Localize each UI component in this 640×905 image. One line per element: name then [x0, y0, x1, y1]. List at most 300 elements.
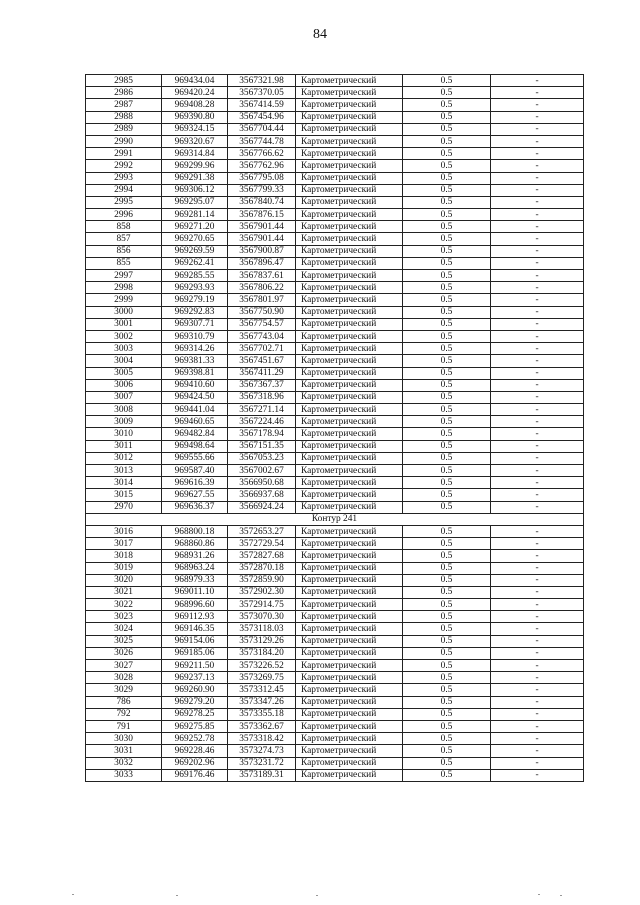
x-coordinate-cell: 969314.84	[162, 148, 228, 160]
point-number-cell: 3028	[86, 672, 162, 684]
precision-cell: 0.5	[403, 245, 491, 257]
method-cell: Картометрический	[296, 550, 403, 562]
x-coordinate-cell: 969441.04	[162, 404, 228, 416]
point-number-cell: 3030	[86, 733, 162, 745]
method-cell: Картометрический	[296, 757, 403, 769]
point-number-cell: 3027	[86, 660, 162, 672]
x-coordinate-cell: 968800.18	[162, 525, 228, 537]
point-number-cell: 2989	[86, 123, 162, 135]
point-number-cell: 857	[86, 233, 162, 245]
description-cell: -	[491, 75, 584, 87]
x-coordinate-cell: 969636.37	[162, 501, 228, 513]
scan-specks	[0, 890, 640, 900]
table-row	[86, 111, 584, 123]
table-row	[86, 428, 584, 440]
y-coordinate-cell: 3572870.18	[228, 562, 296, 574]
description-cell: -	[491, 111, 584, 123]
method-cell: Картометрический	[296, 745, 403, 757]
description-cell: -	[491, 160, 584, 172]
method-cell: Картометрический	[296, 294, 403, 306]
point-number-cell: 3029	[86, 684, 162, 696]
method-cell: Картометрический	[296, 330, 403, 342]
x-coordinate-cell: 969275.85	[162, 720, 228, 732]
table-row	[86, 87, 584, 99]
description-cell: -	[491, 343, 584, 355]
point-number-cell: 791	[86, 720, 162, 732]
table-row	[86, 160, 584, 172]
x-coordinate-cell: 969146.35	[162, 623, 228, 635]
description-cell: -	[491, 282, 584, 294]
point-number-cell: 2997	[86, 270, 162, 282]
x-coordinate-cell: 969269.59	[162, 245, 228, 257]
method-cell: Картометрический	[296, 209, 403, 221]
x-coordinate-cell: 969260.90	[162, 684, 228, 696]
point-number-cell: 3022	[86, 599, 162, 611]
x-coordinate-cell: 969154.06	[162, 635, 228, 647]
x-coordinate-cell: 969279.19	[162, 294, 228, 306]
method-cell: Картометрический	[296, 684, 403, 696]
precision-cell: 0.5	[403, 428, 491, 440]
x-coordinate-cell: 969228.46	[162, 745, 228, 757]
point-number-cell: 3026	[86, 647, 162, 659]
x-coordinate-cell: 969314.26	[162, 343, 228, 355]
table-row	[86, 148, 584, 160]
method-cell: Картометрический	[296, 135, 403, 147]
table-row	[86, 708, 584, 720]
x-coordinate-cell: 969011.10	[162, 586, 228, 598]
point-number-cell: 3006	[86, 379, 162, 391]
table-row	[86, 696, 584, 708]
y-coordinate-cell: 3567367.37	[228, 379, 296, 391]
y-coordinate-cell: 3572653.27	[228, 525, 296, 537]
x-coordinate-cell: 969460.65	[162, 416, 228, 428]
method-cell: Картометрический	[296, 501, 403, 513]
description-cell: -	[491, 294, 584, 306]
x-coordinate-cell: 969627.55	[162, 489, 228, 501]
table-row	[86, 416, 584, 428]
point-number-cell: 3032	[86, 757, 162, 769]
y-coordinate-cell: 3572827.68	[228, 550, 296, 562]
point-number-cell: 858	[86, 221, 162, 233]
y-coordinate-cell: 3573118.03	[228, 623, 296, 635]
table-row	[86, 720, 584, 732]
table-row	[86, 196, 584, 208]
precision-cell: 0.5	[403, 270, 491, 282]
point-number-cell: 3003	[86, 343, 162, 355]
x-coordinate-cell: 969237.13	[162, 672, 228, 684]
method-cell: Картометрический	[296, 270, 403, 282]
x-coordinate-cell: 969279.20	[162, 696, 228, 708]
method-cell: Картометрический	[296, 196, 403, 208]
method-cell: Картометрический	[296, 87, 403, 99]
method-cell: Картометрический	[296, 123, 403, 135]
method-cell: Картометрический	[296, 428, 403, 440]
precision-cell: 0.5	[403, 550, 491, 562]
y-coordinate-cell: 3567053.23	[228, 452, 296, 464]
table-row	[86, 99, 584, 111]
precision-cell: 0.5	[403, 367, 491, 379]
description-cell: -	[491, 148, 584, 160]
table-row	[86, 318, 584, 330]
table-row	[86, 489, 584, 501]
description-cell: -	[491, 550, 584, 562]
table-row	[86, 635, 584, 647]
point-number-cell: 2970	[86, 501, 162, 513]
point-number-cell: 3024	[86, 623, 162, 635]
point-number-cell: 3004	[86, 355, 162, 367]
y-coordinate-cell: 3573189.31	[228, 769, 296, 781]
method-cell: Картометрический	[296, 733, 403, 745]
precision-cell: 0.5	[403, 672, 491, 684]
description-cell: -	[491, 123, 584, 135]
method-cell: Картометрический	[296, 720, 403, 732]
table-row	[86, 404, 584, 416]
point-number-cell: 792	[86, 708, 162, 720]
x-coordinate-cell: 969482.84	[162, 428, 228, 440]
method-cell: Картометрический	[296, 696, 403, 708]
table-row	[86, 586, 584, 598]
precision-cell: 0.5	[403, 306, 491, 318]
method-cell: Картометрический	[296, 367, 403, 379]
table-row	[86, 75, 584, 87]
description-cell: -	[491, 720, 584, 732]
y-coordinate-cell: 3567754.57	[228, 318, 296, 330]
x-coordinate-cell: 969176.46	[162, 769, 228, 781]
y-coordinate-cell: 3567840.74	[228, 196, 296, 208]
y-coordinate-cell: 3567318.96	[228, 391, 296, 403]
y-coordinate-cell: 3573184.20	[228, 647, 296, 659]
x-coordinate-cell: 969320.67	[162, 135, 228, 147]
y-coordinate-cell: 3567411.29	[228, 367, 296, 379]
precision-cell: 0.5	[403, 660, 491, 672]
y-coordinate-cell: 3567762.96	[228, 160, 296, 172]
table-row	[86, 355, 584, 367]
y-coordinate-cell: 3567750.90	[228, 306, 296, 318]
x-coordinate-cell: 969434.04	[162, 75, 228, 87]
method-cell: Картометрический	[296, 465, 403, 477]
x-coordinate-cell: 969211.50	[162, 660, 228, 672]
table-row	[86, 672, 584, 684]
x-coordinate-cell: 969555.66	[162, 452, 228, 464]
precision-cell: 0.5	[403, 452, 491, 464]
method-cell: Картометрический	[296, 318, 403, 330]
table-row	[86, 135, 584, 147]
description-cell: -	[491, 416, 584, 428]
table-row	[86, 294, 584, 306]
x-coordinate-cell: 969252.78	[162, 733, 228, 745]
y-coordinate-cell: 3567370.05	[228, 87, 296, 99]
point-number-cell: 3031	[86, 745, 162, 757]
description-cell: -	[491, 270, 584, 282]
table-row	[86, 562, 584, 574]
x-coordinate-cell: 968931.26	[162, 550, 228, 562]
method-cell: Картометрический	[296, 391, 403, 403]
precision-cell: 0.5	[403, 525, 491, 537]
description-cell: -	[491, 477, 584, 489]
y-coordinate-cell: 3567224.46	[228, 416, 296, 428]
table-row	[86, 367, 584, 379]
table-row	[86, 270, 584, 282]
x-coordinate-cell: 969285.55	[162, 270, 228, 282]
x-coordinate-cell: 969291.38	[162, 172, 228, 184]
y-coordinate-cell: 3566950.68	[228, 477, 296, 489]
y-coordinate-cell: 3572729.54	[228, 538, 296, 550]
x-coordinate-cell: 969295.07	[162, 196, 228, 208]
y-coordinate-cell: 3573129.26	[228, 635, 296, 647]
precision-cell: 0.5	[403, 343, 491, 355]
method-cell: Картометрический	[296, 477, 403, 489]
point-number-cell: 3033	[86, 769, 162, 781]
description-cell: -	[491, 391, 584, 403]
precision-cell: 0.5	[403, 209, 491, 221]
precision-cell: 0.5	[403, 87, 491, 99]
description-cell: -	[491, 87, 584, 99]
description-cell: -	[491, 489, 584, 501]
description-cell: -	[491, 184, 584, 196]
method-cell: Картометрический	[296, 586, 403, 598]
precision-cell: 0.5	[403, 75, 491, 87]
method-cell: Картометрический	[296, 148, 403, 160]
description-cell: -	[491, 635, 584, 647]
x-coordinate-cell: 968996.60	[162, 599, 228, 611]
description-cell: -	[491, 586, 584, 598]
point-number-cell: 786	[86, 696, 162, 708]
x-coordinate-cell: 969292.83	[162, 306, 228, 318]
table-row	[86, 452, 584, 464]
description-cell: -	[491, 538, 584, 550]
precision-cell: 0.5	[403, 233, 491, 245]
method-cell: Картометрический	[296, 452, 403, 464]
point-number-cell: 3014	[86, 477, 162, 489]
y-coordinate-cell: 3567151.35	[228, 440, 296, 452]
precision-cell: 0.5	[403, 379, 491, 391]
point-number-cell: 2999	[86, 294, 162, 306]
y-coordinate-cell: 3573231.72	[228, 757, 296, 769]
x-coordinate-cell: 969410.60	[162, 379, 228, 391]
y-coordinate-cell: 3573274.73	[228, 745, 296, 757]
point-number-cell: 2991	[86, 148, 162, 160]
description-cell: -	[491, 318, 584, 330]
method-cell: Картометрический	[296, 257, 403, 269]
table-row	[86, 477, 584, 489]
precision-cell: 0.5	[403, 538, 491, 550]
coordinates-table-body	[86, 75, 584, 782]
precision-cell: 0.5	[403, 574, 491, 586]
precision-cell: 0.5	[403, 586, 491, 598]
method-cell: Картометрический	[296, 379, 403, 391]
description-cell: -	[491, 501, 584, 513]
x-coordinate-cell: 969381.33	[162, 355, 228, 367]
method-cell: Картометрический	[296, 574, 403, 586]
table-row	[86, 647, 584, 659]
point-number-cell: 3015	[86, 489, 162, 501]
precision-cell: 0.5	[403, 465, 491, 477]
y-coordinate-cell: 3567837.61	[228, 270, 296, 282]
precision-cell: 0.5	[403, 404, 491, 416]
method-cell: Картометрический	[296, 623, 403, 635]
table-row	[86, 538, 584, 550]
description-cell: -	[491, 574, 584, 586]
point-number-cell: 3016	[86, 525, 162, 537]
method-cell: Картометрический	[296, 538, 403, 550]
description-cell: -	[491, 562, 584, 574]
precision-cell: 0.5	[403, 294, 491, 306]
precision-cell: 0.5	[403, 257, 491, 269]
table-row	[86, 769, 584, 781]
y-coordinate-cell: 3566924.24	[228, 501, 296, 513]
description-cell: -	[491, 611, 584, 623]
table-row	[86, 757, 584, 769]
precision-cell: 0.5	[403, 318, 491, 330]
x-coordinate-cell: 969310.79	[162, 330, 228, 342]
x-coordinate-cell: 968860.86	[162, 538, 228, 550]
point-number-cell: 3001	[86, 318, 162, 330]
precision-cell: 0.5	[403, 733, 491, 745]
table-row	[86, 233, 584, 245]
y-coordinate-cell: 3567271.14	[228, 404, 296, 416]
description-cell: -	[491, 660, 584, 672]
description-cell: -	[491, 440, 584, 452]
table-row	[86, 684, 584, 696]
y-coordinate-cell: 3573318.42	[228, 733, 296, 745]
description-cell: -	[491, 428, 584, 440]
method-cell: Картометрический	[296, 306, 403, 318]
description-cell: -	[491, 684, 584, 696]
y-coordinate-cell: 3567704.44	[228, 123, 296, 135]
point-number-cell: 3025	[86, 635, 162, 647]
y-coordinate-cell: 3567876.15	[228, 209, 296, 221]
point-number-cell: 3019	[86, 562, 162, 574]
y-coordinate-cell: 3567901.44	[228, 233, 296, 245]
precision-cell: 0.5	[403, 489, 491, 501]
point-number-cell: 2990	[86, 135, 162, 147]
description-cell: -	[491, 221, 584, 233]
method-cell: Картометрический	[296, 75, 403, 87]
description-cell: -	[491, 330, 584, 342]
point-number-cell: 2995	[86, 196, 162, 208]
precision-cell: 0.5	[403, 635, 491, 647]
method-cell: Картометрический	[296, 660, 403, 672]
x-coordinate-cell: 969262.41	[162, 257, 228, 269]
precision-cell: 0.5	[403, 623, 491, 635]
precision-cell: 0.5	[403, 599, 491, 611]
table-row	[86, 745, 584, 757]
description-cell: -	[491, 623, 584, 635]
point-number-cell: 3012	[86, 452, 162, 464]
description-cell: -	[491, 672, 584, 684]
y-coordinate-cell: 3573269.75	[228, 672, 296, 684]
description-cell: -	[491, 306, 584, 318]
table-row	[86, 330, 584, 342]
point-number-cell: 855	[86, 257, 162, 269]
table-row	[86, 245, 584, 257]
y-coordinate-cell: 3567806.22	[228, 282, 296, 294]
method-cell: Картометрический	[296, 245, 403, 257]
point-number-cell: 3017	[86, 538, 162, 550]
point-number-cell: 3021	[86, 586, 162, 598]
point-number-cell: 3020	[86, 574, 162, 586]
table-row	[86, 379, 584, 391]
method-cell: Картометрический	[296, 221, 403, 233]
precision-cell: 0.5	[403, 757, 491, 769]
method-cell: Картометрический	[296, 184, 403, 196]
point-number-cell: 2988	[86, 111, 162, 123]
method-cell: Картометрический	[296, 343, 403, 355]
description-cell: -	[491, 769, 584, 781]
y-coordinate-cell: 3567766.62	[228, 148, 296, 160]
x-coordinate-cell: 969299.96	[162, 160, 228, 172]
description-cell: -	[491, 452, 584, 464]
y-coordinate-cell: 3567414.59	[228, 99, 296, 111]
point-number-cell: 3010	[86, 428, 162, 440]
x-coordinate-cell: 969278.25	[162, 708, 228, 720]
description-cell: -	[491, 172, 584, 184]
x-coordinate-cell: 969498.64	[162, 440, 228, 452]
precision-cell: 0.5	[403, 501, 491, 513]
precision-cell: 0.5	[403, 684, 491, 696]
precision-cell: 0.5	[403, 282, 491, 294]
precision-cell: 0.5	[403, 477, 491, 489]
table-row	[86, 623, 584, 635]
precision-cell: 0.5	[403, 440, 491, 452]
description-cell: -	[491, 99, 584, 111]
description-cell: -	[491, 355, 584, 367]
method-cell: Картометрический	[296, 111, 403, 123]
y-coordinate-cell: 3573362.67	[228, 720, 296, 732]
point-number-cell: 2992	[86, 160, 162, 172]
point-number-cell: 2985	[86, 75, 162, 87]
method-cell: Картометрический	[296, 525, 403, 537]
description-cell: -	[491, 465, 584, 477]
x-coordinate-cell: 969202.96	[162, 757, 228, 769]
point-number-cell: 2996	[86, 209, 162, 221]
description-cell: -	[491, 599, 584, 611]
x-coordinate-cell: 969616.39	[162, 477, 228, 489]
precision-cell: 0.5	[403, 769, 491, 781]
precision-cell: 0.5	[403, 745, 491, 757]
precision-cell: 0.5	[403, 416, 491, 428]
method-cell: Картометрический	[296, 672, 403, 684]
precision-cell: 0.5	[403, 99, 491, 111]
y-coordinate-cell: 3567321.98	[228, 75, 296, 87]
point-number-cell: 3018	[86, 550, 162, 562]
method-cell: Картометрический	[296, 282, 403, 294]
precision-cell: 0.5	[403, 330, 491, 342]
y-coordinate-cell: 3573070.30	[228, 611, 296, 623]
x-coordinate-cell: 969307.71	[162, 318, 228, 330]
y-coordinate-cell: 3573355.18	[228, 708, 296, 720]
method-cell: Картометрический	[296, 440, 403, 452]
y-coordinate-cell: 3572902.30	[228, 586, 296, 598]
table-row	[86, 391, 584, 403]
table-row	[86, 733, 584, 745]
precision-cell: 0.5	[403, 355, 491, 367]
x-coordinate-cell: 969185.06	[162, 647, 228, 659]
method-cell: Картометрический	[296, 599, 403, 611]
method-cell: Картометрический	[296, 611, 403, 623]
table-row	[86, 257, 584, 269]
point-number-cell: 3013	[86, 465, 162, 477]
method-cell: Картометрический	[296, 708, 403, 720]
point-number-cell: 2994	[86, 184, 162, 196]
method-cell: Картометрический	[296, 635, 403, 647]
y-coordinate-cell: 3573312.45	[228, 684, 296, 696]
y-coordinate-cell: 3566937.68	[228, 489, 296, 501]
method-cell: Картометрический	[296, 769, 403, 781]
table-row	[86, 306, 584, 318]
description-cell: -	[491, 708, 584, 720]
x-coordinate-cell: 969271.20	[162, 221, 228, 233]
